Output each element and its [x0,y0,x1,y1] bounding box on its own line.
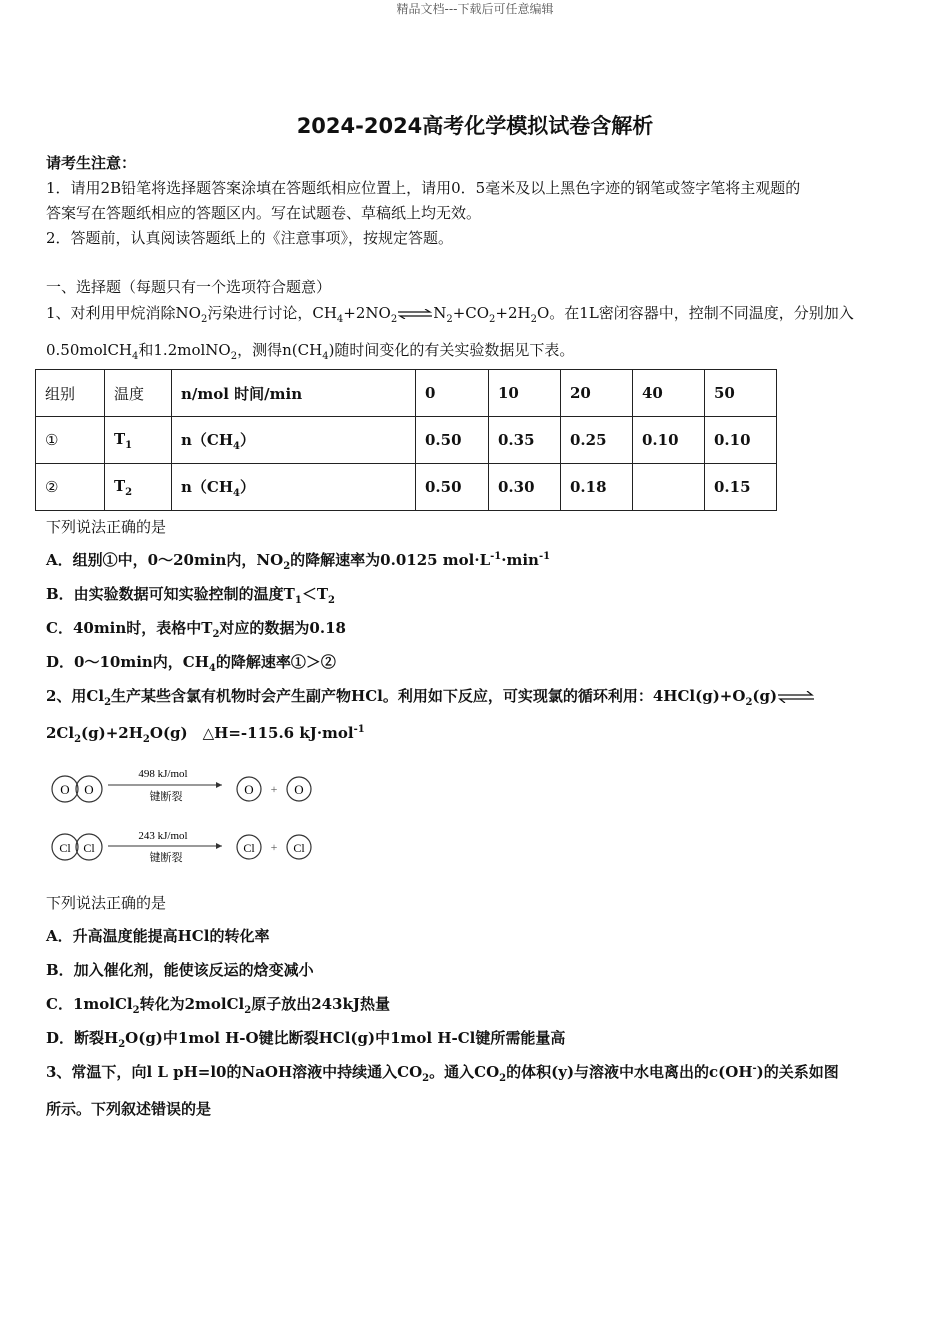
q2-option-b: B．加入催化剂，能使该反运的焓变减小 [46,961,314,979]
bond-break-label: 键断裂 [149,791,183,803]
atom-label: Cl [293,841,305,855]
value-cell: 0.10 [705,417,777,464]
table-row [36,464,777,511]
notice-item-1: 1．请用2B铅笔将选择题答案涂填在答题纸相应位置上，请用0．5毫米及以上黑色字迹的钢笔或签字笔将主观题的 [46,179,801,197]
chlorine-bond-row [52,830,311,864]
atom-label: O [244,782,254,797]
temp-cell: $T_2$ [105,464,172,511]
arrow-head-icon [216,782,222,788]
atom-label: Cl [59,841,71,855]
q1-stem-line2: 0.50molCH$_4$和1.2molNO$_2$，测得$n(CH_4)$随时间变化的有关实验数据见下表。 [46,341,575,362]
notice-item-2: 2．答题前，认真阅读答题纸上的《注意事项》，按规定答题。 [46,229,454,247]
q1-option-b: B．由实验数据可知实验控制的温度$T_1<T_2$ [46,585,335,606]
q1-stem: 1、对利用甲烷消除$NO_2$污染进行讨论，$CH_4+2NO_2$ $N_2+CO_2+2H_2O$。在1L密闭容器中，控制不同温度，分别加入 [46,304,854,325]
group-cell: ② [36,464,105,511]
value-cell: 0.30 [489,464,561,511]
q1-data-table [35,369,777,511]
value-cell: 0.18 [561,464,633,511]
arrow-head-icon [216,843,222,849]
table-header-row [36,370,777,417]
header-cell: 组别 [36,370,105,417]
label-cell: $n(CH_4)$ [172,464,416,511]
atom-label: O [84,782,94,797]
value-cell [633,464,705,511]
value-cell: 0.10 [633,417,705,464]
bond-energy-label: 498 kJ/mol [138,768,188,780]
oxygen-bond-row [52,768,311,803]
notice-item-1-cont: 答案写在答题纸相应的答题区内。写在试题卷、草稿纸上均无效。 [46,204,482,222]
q2-stem: 2、用$Cl_2$生产某些含氯有机物时会产生副产物HCl。利用如下反应，可实现氯的循环利用：$4HCl(g)+O_2(g)$ [46,685,815,708]
q2-option-c: C．1molCl$_2$转化为2molCl$_2$原子放出243kJ热量 [46,995,390,1016]
value-cell: 0.50 [416,417,489,464]
atom-label: Cl [83,841,95,855]
q3-stem-line2: 所示。下列叙述错误的是 [46,1100,212,1118]
header-cell: 10 [489,370,561,417]
equilibrium-arrow-icon [777,691,815,703]
temp-cell: $T_1$ [105,417,172,464]
plus-sign: + [270,782,278,796]
q1-option-c: C．40min时，表格中$T_2$对应的数据为0.18 [46,619,346,640]
q2-stem-line2: $2Cl_2(g)+2H_2O(g)$ △H=-115.6 kJ·mol$^{-1}$ [46,724,365,745]
q1-option-d: D．0～10min内，$CH_4$的降解速率①＞② [46,653,336,674]
label-cell: $n(CH_4)$ [172,417,416,464]
section-heading: 一、选择题（每题只有一个选项符合题意） [46,278,332,296]
q2-prompt: 下列说法正确的是 [46,894,167,912]
value-cell: 0.15 [705,464,777,511]
plus-sign: + [270,840,278,854]
header-cell: n/mol 时间/min [172,370,416,417]
atom-label: Cl [243,841,255,855]
equilibrium-arrow-icon [397,309,433,319]
q1-option-a: A．组别①中，0～20min内，$NO_2$的降解速率为0.0125 $mol\cdot L^{-1}\cdot\min^{-1}$ [46,551,551,572]
group-cell: ① [36,417,105,464]
page-title: 2024-2024高考化学模拟试卷含解析 [296,114,654,138]
header-cell: 20 [561,370,633,417]
notice-heading: 请考生注意： [46,154,137,172]
value-cell: 0.35 [489,417,561,464]
table-row [36,417,777,464]
bond-break-label: 键断裂 [149,852,183,864]
atom-label: O [60,782,70,797]
header-note: 精品文档---下载后可任意编辑 [396,2,554,16]
q3-stem: 3、常温下，向l L pH=l0的NaOH溶液中持续通入$CO_2$。通入$CO_2$的体积(y)与溶液中水电离出的c(OH-)的关系如图 [46,1063,839,1084]
header-cell: 0 [416,370,489,417]
bond-energy-diagram [46,760,326,870]
header-cell: 50 [705,370,777,417]
atom-label: O [294,782,304,797]
header-cell: 温度 [105,370,172,417]
header-cell: 40 [633,370,705,417]
q1-prompt: 下列说法正确的是 [46,518,167,536]
bond-energy-label: 243 kJ/mol [138,830,188,842]
q2-option-d: D．断裂$H_2O(g)$中1mol H-O键比断裂HCl(g)中1mol H-Cl键所需能量高 [46,1029,566,1050]
q2-option-a: A．升高温度能提高HCl的转化率 [46,927,270,945]
value-cell: 0.25 [561,417,633,464]
value-cell: 0.50 [416,464,489,511]
